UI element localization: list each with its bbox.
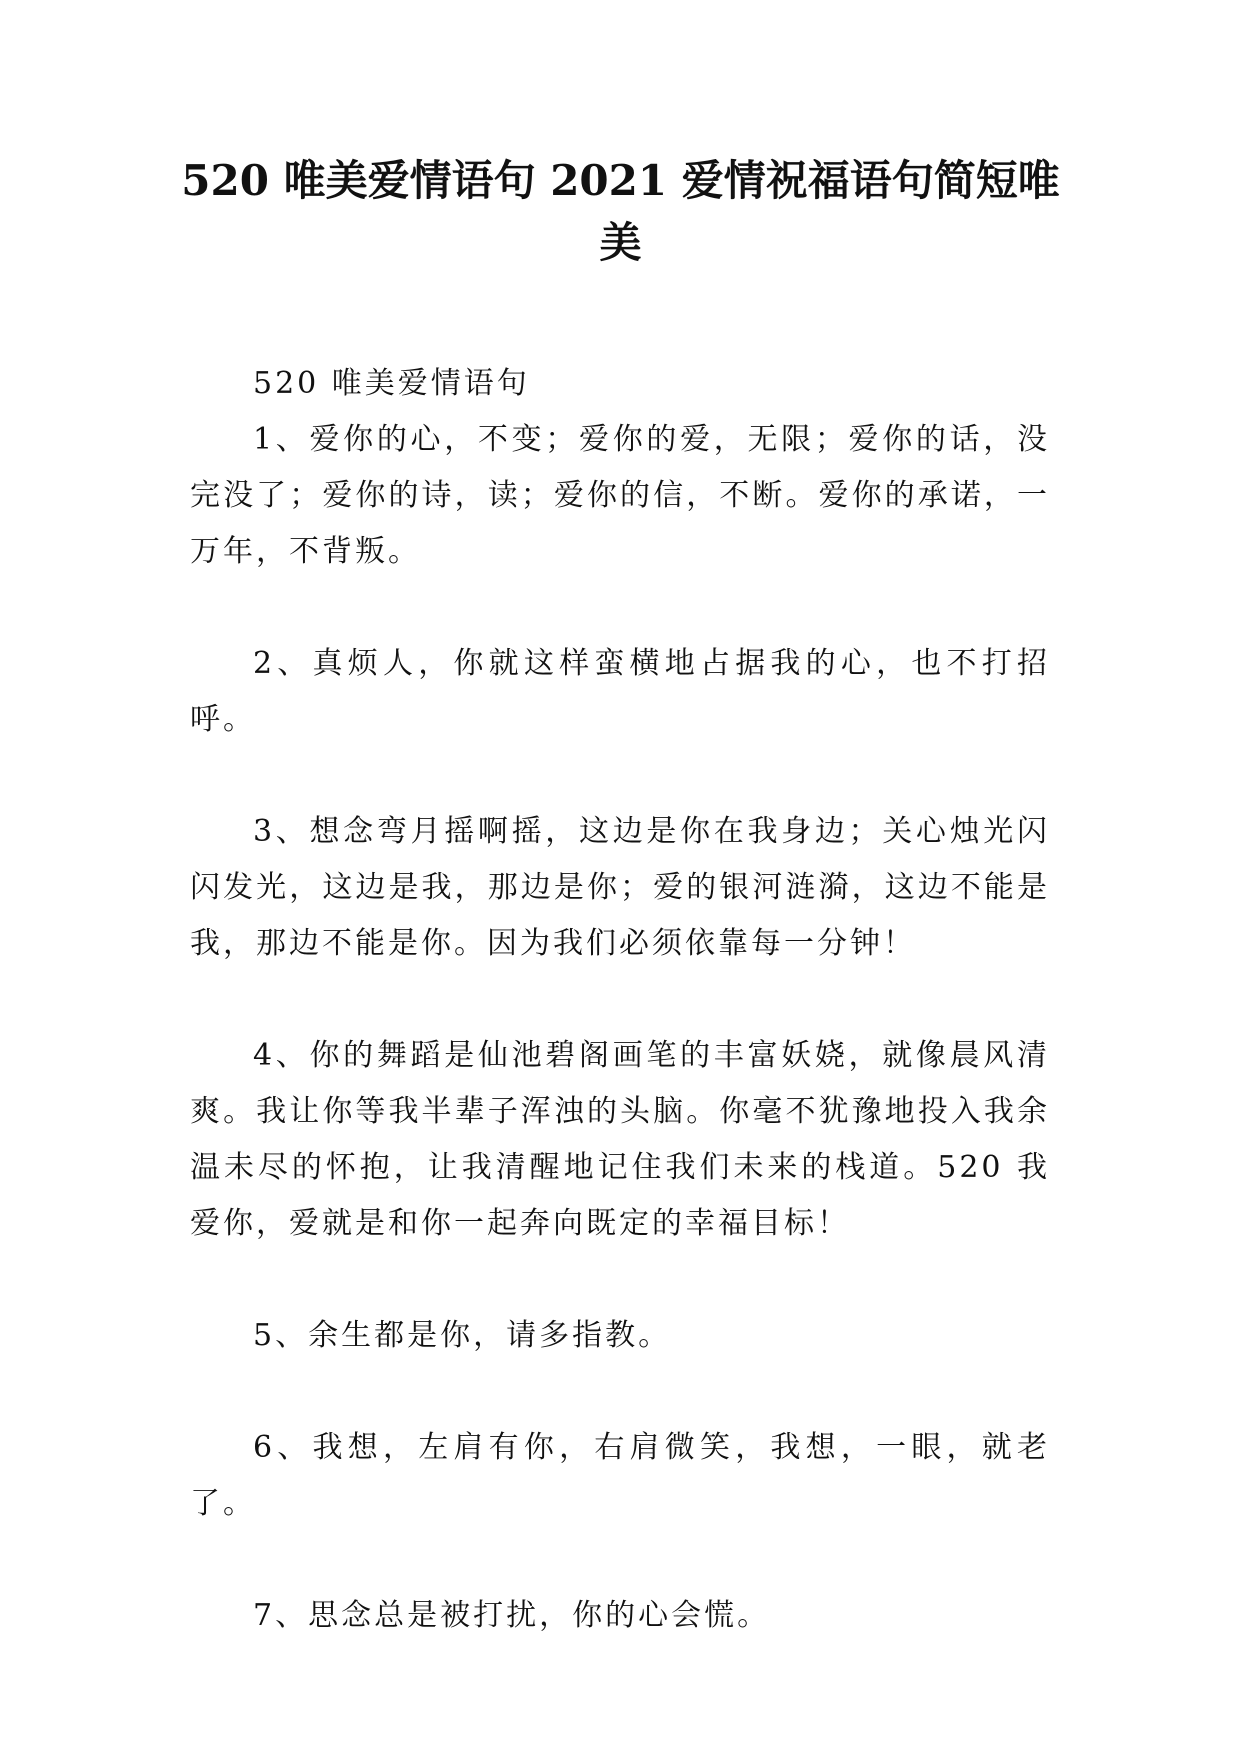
paragraph-item: 4、你的舞蹈是仙池碧阁画笔的丰富妖娆，就像晨风清爽。我让你等我半辈子浑浊的头脑。你毫不犹豫地投入我余温未尽的怀抱，让我清醒地记住我们未来的栈道。520 我爱你，爱就是和你一起奔向既定的幸福目标！ — [190, 1038, 1050, 1241]
paragraph-item: 2、真烦人，你就这样蛮横地占据我的心，也不打招呼。 — [190, 646, 1050, 737]
paragraph-item: 1、爱你的心，不变；爱你的爱，无限；爱你的话，没完没了；爱你的诗，读；爱你的信，不断。爱你的承诺，一万年，不背叛。 — [190, 422, 1050, 569]
paragraph-item: 6、我想，左肩有你，右肩微笑，我想，一眼，就老了。 — [190, 1430, 1050, 1521]
paragraph-item: 5、余生都是你，请多指教。 — [253, 1318, 672, 1353]
paragraph-item: 7、思念总是被打扰，你的心会慌。 — [253, 1598, 771, 1633]
paragraph-item: 3、想念弯月摇啊摇，这边是你在我身边；关心烛光闪闪发光，这边是我，那边是你；爱的银河涟漪，这边不能是我，那边不能是你。因为我们必须依靠每一分钟！ — [190, 814, 1050, 961]
section-heading: 520 唯美爱情语句 — [253, 366, 530, 401]
document-body — [190, 356, 1050, 1700]
document-title: 520 唯美爱情语句 2021 爱情祝福语句简短唯美 — [181, 156, 1060, 267]
